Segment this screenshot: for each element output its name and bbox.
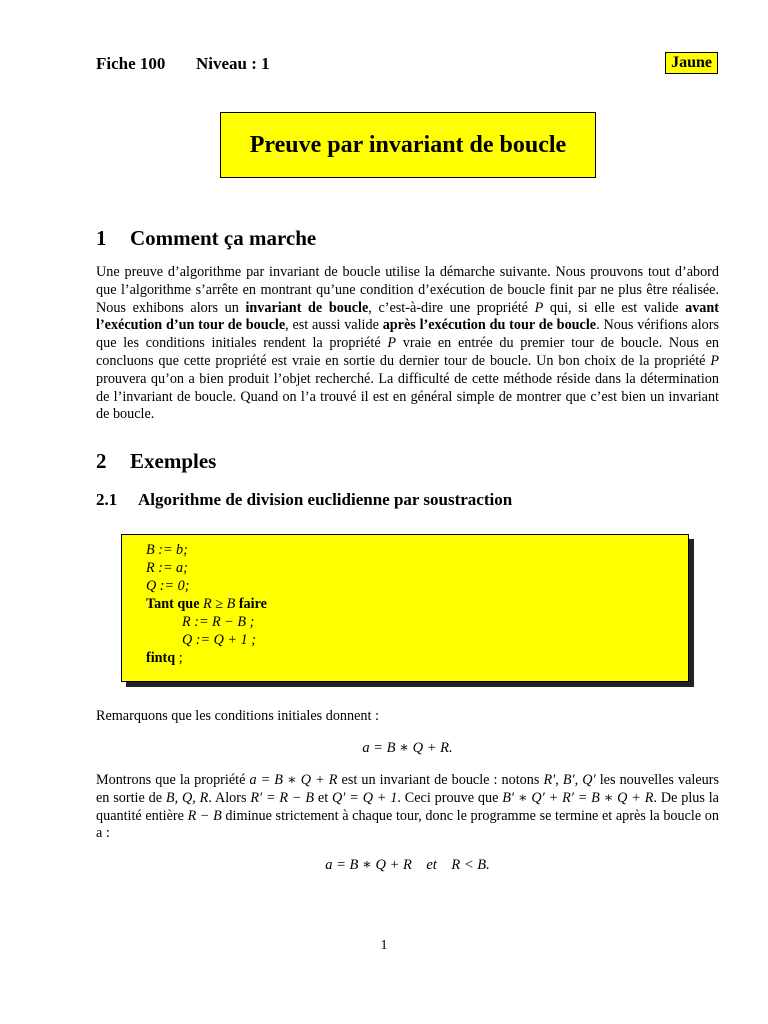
text-run: . Alors — [208, 789, 251, 806]
text-run: prouvera qu’on a bien produit l’objet recherché. La difficulté de cette méthode réside dans la détermination de l’invariant de boucle. Quand on l’a trouvé il est en général simple de montrer que c’est bien un invariant de boucle. — [96, 370, 719, 423]
text-run: , c’est-à-dire une propriété — [368, 299, 535, 316]
algo-line-while — [146, 596, 267, 614]
subsection-heading — [96, 490, 512, 510]
keyword: fintq — [146, 650, 176, 666]
text-run: , est aussi valide — [285, 317, 383, 334]
algorithm-box — [121, 534, 689, 682]
algo-line: Q := 0; — [146, 578, 190, 594]
subsection-title: Algorithme de division euclidienne par soustraction — [138, 490, 513, 509]
math-expr: R′, B′, Q′ — [543, 772, 596, 788]
section-2-heading — [96, 449, 216, 474]
text-run: diminue strictement à chaque tour, donc le programme se termine et après la boucle on a : — [96, 807, 719, 842]
math-expr: B′ ∗ Q′ + R′ = B ∗ Q + R — [502, 789, 654, 806]
text-run: . De plus la quantité entière — [96, 789, 719, 824]
bold-term: invariant de boucle — [245, 299, 369, 316]
section-number: 2 — [96, 449, 107, 473]
bold-term: avant l’exécution d’un tour de boucle — [96, 299, 720, 334]
math-expr: a = B ∗ Q + R — [249, 772, 338, 788]
condition: R ≥ B — [203, 596, 236, 612]
math-expr: Q′ = Q + 1 — [332, 789, 398, 806]
math-symbol: P — [387, 335, 397, 352]
text-run: ; — [175, 650, 183, 666]
page-number: 1 — [380, 938, 388, 953]
remark-text: Remarquons que les conditions initiales donnent : — [96, 708, 379, 724]
color-tag: Jaune — [665, 52, 718, 74]
text-run: vraie en entrée du premier tour de boucle. Nous en concluons que cette propriété est vraie en sortie du dernier tour de boucle. Un bon choix de la propriété — [96, 335, 719, 369]
text-run: . Ceci prouve que — [397, 789, 503, 806]
page-header — [96, 52, 718, 80]
fiche-number: Fiche 100 — [96, 54, 166, 73]
proof-paragraph — [96, 772, 719, 843]
section-title: Comment ça marche — [130, 226, 317, 250]
document-title: Preuve par invariant de boucle — [249, 131, 567, 158]
bold-term: après l’exécution du tour de boucle — [382, 317, 597, 334]
keyword: Tant que — [146, 596, 200, 612]
intro-paragraph — [96, 264, 719, 424]
math-symbol: P — [534, 299, 544, 316]
keyword: faire — [238, 596, 267, 612]
section-1-heading — [96, 226, 316, 251]
text-run: les nouvelles valeurs en sortie de — [96, 772, 719, 806]
text-run: . Nous vérifions alors que les conditions initiales rendent la propriété — [96, 317, 720, 352]
algo-line: Q := Q + 1 ; — [182, 632, 256, 648]
math-symbol: P — [710, 352, 719, 369]
algo-line: R := a; — [146, 560, 188, 576]
level-label: Niveau : 1 — [196, 54, 270, 73]
equation-1: a = B ∗ Q + R. — [362, 740, 453, 756]
section-title: Exemples — [130, 449, 217, 473]
text-run: qui, si elle est valide — [543, 299, 686, 316]
text-run: et — [314, 789, 333, 806]
text-run: Montrons que la propriété — [96, 772, 250, 788]
equation-2: a = B ∗ Q + R et R < B. — [325, 857, 490, 873]
math-expr: B, Q, R — [165, 789, 209, 806]
subsection-number: 2.1 — [96, 490, 118, 509]
section-number: 1 — [96, 226, 107, 250]
text-run: est un invariant de boucle : notons — [337, 772, 544, 788]
document-title-box — [220, 112, 596, 178]
math-expr: R′ = R − B — [250, 789, 315, 806]
algo-line: B := b; — [146, 542, 188, 558]
text-run: Une preuve d’algorithme par invariant de boucle utilise la démarche suivante. Nous prouvons tout d’abord que l’algorithme s’arrête en montrant qu’une condition d’exécution de boucle finit par ne plus être réalisée. Nous exhibons alors un — [96, 264, 719, 316]
algo-line: R := R − B ; — [182, 614, 255, 630]
algo-line-end — [146, 650, 183, 668]
math-expr: R − B — [187, 807, 222, 824]
